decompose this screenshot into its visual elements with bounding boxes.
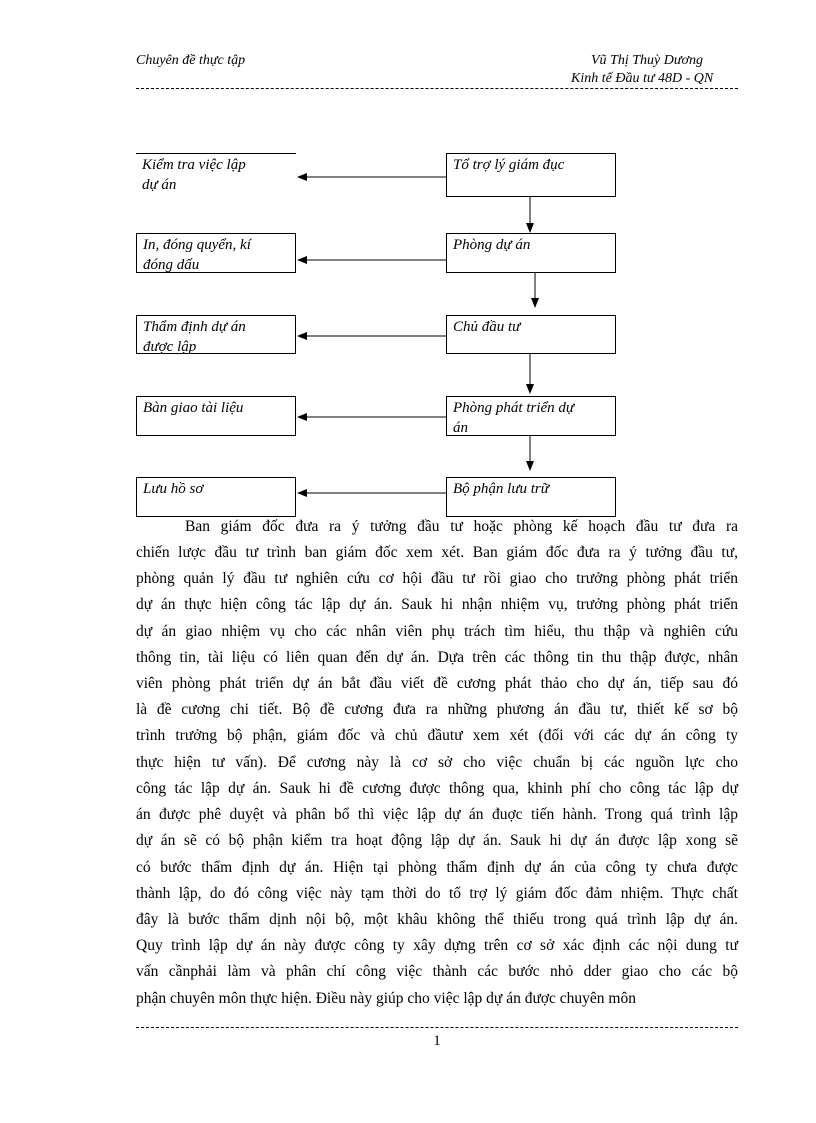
box-file-storage: [136, 477, 296, 517]
body-line: dự án giao nhiệm vụ cho các nhân viên phụ trách tìm hiểu, thu thập và nghiên cứu: [136, 623, 738, 640]
body-line: Ban giám đốc đưa ra ý tưởng đầu tư hoặc phòng kế hoạch đầu tư đưa ra: [185, 518, 738, 535]
box-text: được lập: [143, 339, 197, 355]
box-appraisal: [136, 315, 296, 354]
box-text: Thẩm định dự án: [143, 319, 246, 335]
box-assistant-team: [446, 153, 616, 197]
body-line: chiến lược đầu tư trình ban giám đốc xem xét. Ban giám đốc đưa ra ý tưởng đầu tư,: [136, 544, 738, 561]
box-investor: [446, 315, 616, 354]
body-line: đây là bước thẩm dịnh nội bộ, một khâu không thể thiếu trong quá trình lập dự án.: [136, 911, 738, 928]
box-text: Lưu hồ sơ: [143, 481, 204, 497]
body-line: dự án thực hiện công tác lập dự án. Sauk hi nhận nhiệm vụ, trưởng phòng phát triển: [136, 596, 738, 613]
box-print-bind-sign: [136, 233, 296, 273]
body-line: trình trưởng bộ phận, giám đốc và chủ đầutư xem xét (đối với các dự án công ty: [136, 727, 738, 744]
body-line: Quy trình lập dự án này được công ty xây dựng trên cơ sở xác định các nội dung tư: [136, 937, 738, 954]
page-number: 1: [433, 1033, 441, 1049]
body-line: dự án sẽ có bộ phận kiểm tra hoạt động lập dự án. Sauk hi dự án được lập xong sẽ: [136, 832, 738, 849]
box-text: In, đóng quyển, kí: [143, 237, 251, 253]
box-text: Chủ đầu tư: [453, 319, 521, 335]
box-text: Kiểm tra việc lập: [142, 157, 246, 173]
body-line: án được phê duyệt và phân bổ thì việc lập dự án đuợc tiến hành. Trong quá trình lập: [136, 806, 738, 823]
box-text: Bộ phận lưu trữ: [453, 481, 549, 497]
body-line: thông tin, tài liệu có liên quan đến dự án. Dựa trên các thông tin thu thập được, nhân: [136, 649, 738, 666]
body-line: phòng quản lý đầu tư nghiên cứu cơ hội đầu tư rồi giao cho trưởng phòng phát triển: [136, 570, 738, 587]
body-line: là đề cương chi tiết. Bộ đề cương đưa ra những phương án đầu tư, thiết kế sơ bộ: [136, 701, 738, 718]
footer-rule: [136, 1027, 738, 1028]
box-handover-documents: [136, 396, 296, 436]
body-line: viên phòng phát triển dự án bắt đầu viết đề cương phát thảo cho dự án, tiếp sau đó: [136, 675, 738, 692]
box-text: Tổ trợ lý giám đục: [453, 157, 565, 173]
box-text: đóng dấu: [143, 257, 200, 273]
box-text: Phòng phát triển dự: [453, 400, 575, 416]
box-text: án: [453, 420, 468, 436]
header-course: Kinh tế Đầu tư 48D - QN: [571, 71, 714, 86]
body-line: vấn cầnphải làm và phân chí công việc thành các bước nhỏ dder giao cho các bộ: [136, 963, 738, 980]
box-text: dự án: [142, 177, 177, 193]
flowchart-arrows: [0, 0, 816, 520]
box-text: Phòng dự án: [453, 237, 531, 253]
header-left-title: Chuyên đề thực tập: [136, 53, 246, 68]
body-line-last: phận chuyên môn thực hiện. Điều này giúp cho việc lập dự án được chuyên môn: [136, 990, 636, 1007]
box-check-project: [136, 153, 296, 197]
body-line: thành lập, do đó công việc này tạm thời do tổ trợ lý giám đốc đảm nhiệm. Thực chất: [136, 885, 738, 902]
body-line: có bước thẩm định dự án. Hiện tại phòng thẩm định dự án của công ty chưa được: [136, 859, 738, 876]
box-project-department: [446, 233, 616, 273]
box-text: Bàn giao tài liệu: [143, 400, 244, 416]
header-author: Vũ Thị Thuỳ Dương: [591, 53, 703, 68]
box-project-development: [446, 396, 616, 436]
box-archive-unit: [446, 477, 616, 517]
body-line: công tác lập dự án. Sauk hi đề cương được thông qua, khinh phí cho công tác lập dự: [136, 780, 738, 797]
body-line: thực hiện tư vấn). Để cương này là cơ sở cho việc chuẩn bị các nguồn lực cho: [136, 754, 738, 771]
